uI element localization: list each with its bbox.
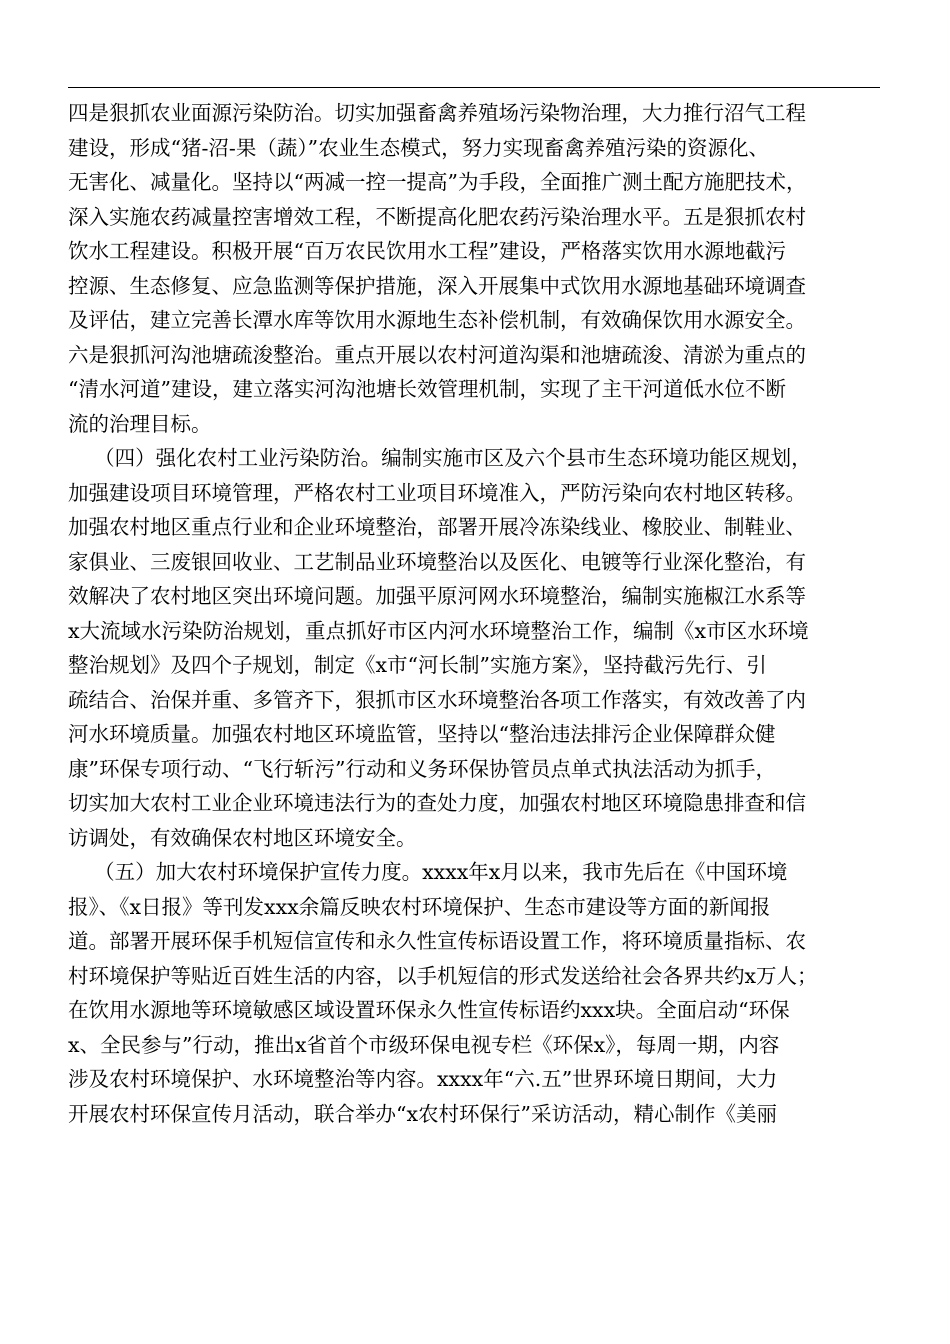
text-line: 建设，形成“猪-沼-果（蔬）”农业生态模式，努力实现畜禽养殖污染的资源化、 [68, 135, 770, 160]
text-line: 加强建设项目环境管理，严格农村工业项目环境准入，严防污染向农村地区转移。 [68, 480, 806, 505]
text-line: 饮水工程建设。积极开展“百万农民饮用水工程”建设，严格落实饮用水源地截污 [68, 239, 786, 263]
text-line: 加强农村地区重点行业和企业环境整治，部署开展冷冻染线业、橡胶业、制鞋业、 [68, 515, 806, 539]
paragraph-heading-line: （四）强化农村工业污染防治。编制实施市区及六个县市生态环境功能区规划， [68, 446, 812, 470]
text-line: 及评估，建立完善长潭水库等饮用水源地生态补偿机制，有效确保饮用水源安全。 [68, 308, 806, 332]
text-line: 切实加大农村工业企业环境违法行为的查处力度，加强农村地区环境隐患排查和信 [68, 791, 806, 815]
document-body [68, 96, 888, 1131]
text-line: 效解决了农村地区突出环境问题。加强平原河网水环境整治，编制实施椒江水系等 [68, 584, 806, 608]
text-line: 控源、生态修复、应急监测等保护措施，深入开展集中式饮用水源地基础环境调查 [68, 273, 806, 298]
text-line: 家俱业、三废银回收业、工艺制品业环境整治以及医化、电镀等行业深化整治，有 [68, 549, 806, 574]
text-line: 涉及农村环境保护、水环境整治等内容。xxxx年“六.五”世界环境日期间，大力 [68, 1067, 778, 1091]
text-line: 四是狠抓农业面源污染防治。切实加强畜禽养殖场污染物治理，大力推行沼气工程 [68, 101, 806, 125]
text-line: 访调处，有效确保农村地区环境安全。 [68, 825, 417, 850]
text-line: 无害化、减量化。坚持以“两减一控一提高”为手段，全面推广测土配方施肥技术， [68, 170, 807, 194]
paragraph-heading-line: （五）加大农村环境保护宣传力度。xxxx年x月以来，我市先后在《中国环境 [68, 860, 788, 884]
text-line: 康”环保专项行动、“飞行斩污”行动和义务环保协管员点单式执法活动为抓手， [68, 756, 776, 781]
text-line: 整治规划》及四个子规划，制定《x市“河长制”实施方案》，坚持截污先行、引 [68, 653, 767, 677]
text-line: “清水河道”建设，建立落实河沟池塘长效管理机制，实现了主干河道低水位不断 [68, 377, 786, 401]
text-line: x、全民参与”行动，推出x省首个市级环保电视专栏《环保x》，每周一期，内容 [68, 1032, 780, 1057]
text-line: 六是狠抓河沟池塘疏浚整治。重点开展以农村河道沟渠和池塘疏浚、清淤为重点的 [68, 342, 806, 367]
text-line: x大流域水污染防治规划，重点抓好市区内河水环境整治工作，编制《x市区水环境 [68, 618, 809, 643]
text-line: 道。部署开展环保手机短信宣传和永久性宣传标语设置工作，将环境质量指标、农 [68, 929, 806, 953]
text-line: 报》、《x日报》等刊发xxx余篇反映农村环境保护、生态市建设等方面的新闻报 [68, 894, 771, 919]
header-rule [68, 87, 880, 88]
text-line: 河水环境质量。加强农村地区环境监管，坚持以“整治违法排污企业保障群众健 [68, 722, 776, 746]
text-line: 疏结合、治保并重、多管齐下，狠抓市区水环境整治各项工作落实，有效改善了内 [68, 687, 806, 712]
text-line: 深入实施农药减量控害增效工程，不断提高化肥农药污染治理水平。五是狠抓农村 [68, 204, 806, 229]
text-line: 开展农村环保宣传月活动，联合举办“x农村环保行”采访活动，精心制作《美丽 [68, 1101, 778, 1126]
text-line: 村环境保护等贴近百姓生活的内容，以手机短信的形式发送给社会各界共约x万人； [68, 963, 818, 988]
text-line: 流的治理目标。 [68, 411, 212, 436]
text-line: 在饮用水源地等环境敏感区域设置环保永久性宣传标语约xxx块。全面启动“环保 [68, 998, 790, 1022]
